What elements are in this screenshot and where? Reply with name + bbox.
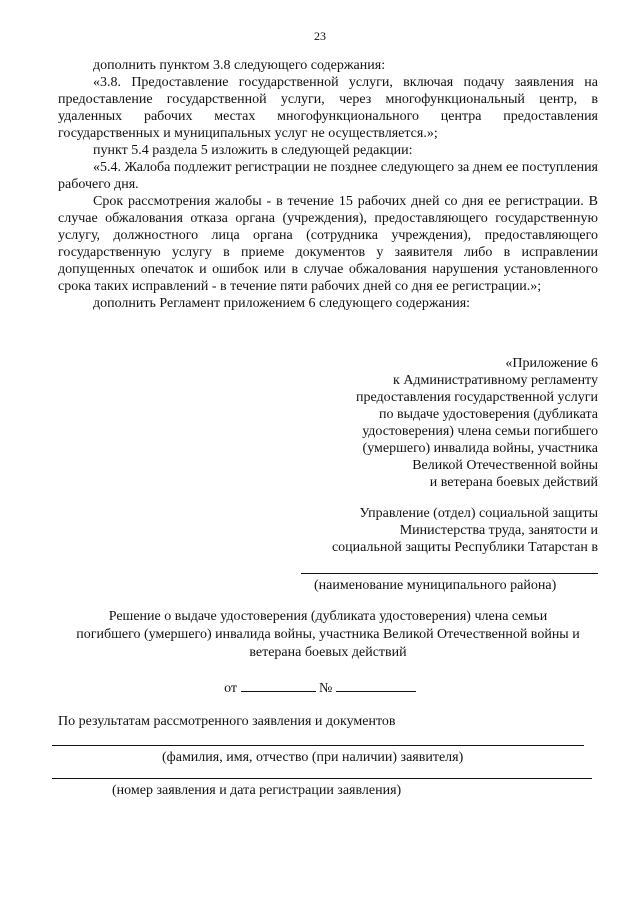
department-line: Министерства труда, занятости и	[399, 523, 598, 538]
application-caption: (номер заявления и дата регистрации заявления)	[112, 783, 402, 798]
department-block	[332, 505, 598, 556]
department-line: Управление (отдел) социальной защиты	[359, 506, 598, 521]
department-line: социальной защиты Республики Татарстан в	[331, 540, 598, 555]
results-text: По результатам рассмотренного заявления и документов	[58, 714, 396, 729]
application-blank-line	[52, 778, 592, 779]
applicant-blank-line	[52, 745, 584, 746]
appendix-line: (умершего) инвалида войны, участника	[362, 441, 598, 456]
appendix-line: к Административному регламенту	[393, 373, 598, 388]
paragraph: Срок рассмотрения жалобы - в течение 15 рабочих дней со дня ее регистрации. В случае обжалования отказа органа (учреждения), предоставляющего государственную услугу, должностного лица органа (сотрудника учреждения), предоставляющего государственную услугу в приеме документов у заявителя либо в исправлении допущенных опечаток и ошибок или в случае обжалования нарушения установленного срока таких исправлений - в течение пяти рабочих дней со дня ее регистрации.»;	[58, 194, 598, 294]
date-prefix: от	[224, 681, 238, 696]
paragraph: «3.8. Предоставление государственной услуги, включая подачу заявления на предоставление государственной услуги, через многофункциональный центр, в удаленных рабочих местах многофункционального центра предоставления государственных и муниципальных услуг не осуществляется.»;	[58, 75, 598, 141]
decision-title-line: ветерана боевых действий	[249, 645, 407, 660]
municipality-caption: (наименование муниципального района)	[314, 578, 557, 593]
municipality-blank-line	[301, 573, 598, 574]
appendix-line: и ветерана боевых действий	[429, 475, 598, 490]
paragraph: дополнить пунктом 3.8 следующего содержания:	[93, 58, 386, 73]
appendix-line: «Приложение 6	[505, 356, 598, 371]
decision-title	[58, 608, 598, 662]
date-number-line	[0, 679, 640, 697]
appendix-line: удостоверения) члена семьи погибшего	[362, 424, 598, 439]
paragraph: дополнить Регламент приложением 6 следующего содержания:	[93, 296, 471, 311]
date-blank	[241, 679, 316, 692]
paragraph: «5.4. Жалоба подлежит регистрации не позднее следующего за днем ее поступления рабочего дня.	[58, 160, 598, 192]
decision-title-line: Решение о выдаче удостоверения (дубликата удостоверения) члена семьи	[108, 609, 548, 624]
page-number: 23	[314, 29, 326, 43]
appendix-header	[298, 355, 598, 491]
paragraph: пункт 5.4 раздела 5 изложить в следующей редакции:	[93, 143, 413, 158]
number-blank	[336, 679, 416, 692]
appendix-line: предоставления государственной услуги	[356, 390, 598, 405]
number-sign: №	[319, 681, 333, 696]
amendment-text	[58, 57, 598, 312]
appendix-line: Великой Отечественной войны	[412, 458, 598, 473]
applicant-caption: (фамилия, имя, отчество (при наличии) заявителя)	[162, 750, 464, 765]
decision-title-line: погибшего (умершего) инвалида войны, участника Великой Отечественной войны и	[76, 627, 580, 642]
appendix-line: по выдаче удостоверения (дубликата	[379, 407, 598, 422]
